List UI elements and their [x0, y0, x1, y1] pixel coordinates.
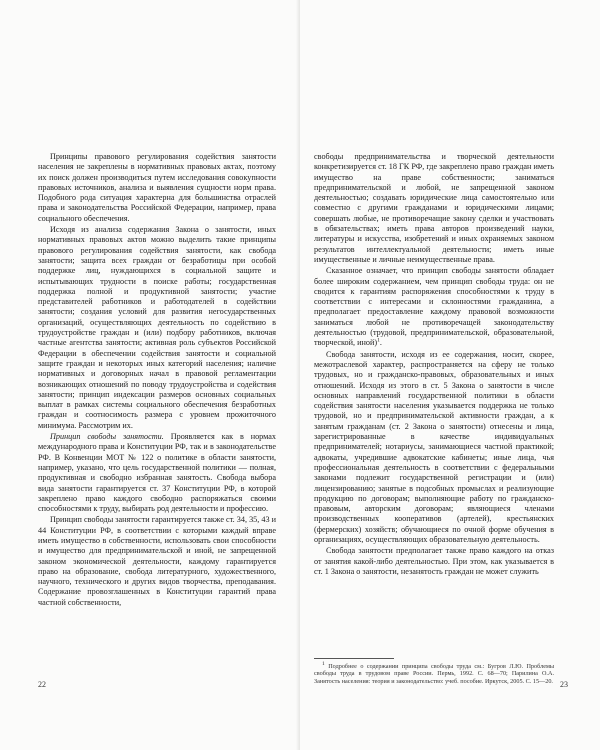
- paragraph: Принцип свободы занятости гарантируется также ст. 34, 35, 43 и 44 Конституции РФ, в соответствии с которыми каждый вправе иметь имущество в собственности, использовать свои способности и имущество для предпринимательской и иной, не запрещенной законом экономической деятельности, каждому гарантируется право на образование, свобода литературного, художественного, научного, технического и других видов творчества, преподавания. Содержание провозглашенных в Конституции гарантий права частной собственности,: [38, 515, 276, 607]
- paragraph: Принципы правового регулирования содействия занятости населения не закреплены в нормативных правовых актах, поэтому их поиск должен производиться путем исследования совокупности правовых источников, анализа и выявления сущности норм права. Подобного рода ситуация характерна для большинства отраслей права и законодательства Российской Федерации, например, права социального обеспечения.: [38, 152, 276, 223]
- paragraph-body: Проявляется как в нормах международного права и Конституции РФ, так и в законодательстве РФ. В Конвенции МОТ № 122 о политике в области занятости, например, указано, что цель государственной политики — полная, продуктивная и свободно избранная занятость. Свобода выбора вида занятости гарантируется ст. 37 Конституции РФ, в которой закреплено право каждого свободно распоряжаться своими способностями к труду, выбирать род деятельности и профессию.: [38, 432, 277, 514]
- page-number: 22: [38, 680, 46, 689]
- run-in-heading: Принцип свободы занятости.: [50, 432, 164, 442]
- footnote-marker: 1: [377, 337, 380, 344]
- paragraph: Сказанное означает, что принцип свободы занятости обладает более широким содержанием, чем принцип свободы труда: он не сводится к гарантиям распоряжения способностями к труду в соответствии с интересами и склонностями гражданина, а предполагает предоставление каждому правовой возможности заниматься любой не противоречащей законодательству деятельностью (трудовой, предпринимательской, образовательной, творческой, иной)$^1$.: [314, 266, 554, 348]
- left-page-text: [38, 152, 276, 609]
- paragraph: Свобода занятости предполагает также право каждого на отказ от занятия какой-либо деятельностью. При этом, как указывается в ст. 1 Закона о занятости, незанятость граждан не может служить: [314, 546, 554, 576]
- paragraph: свободы предпринимательства и творческой деятельности конкретизируется ст. 18 ГК РФ, где закреплено право граждан иметь имущество на праве собственности; заниматься предпринимательской и любой, не запрещенной законом деятельностью; создавать юридические лица самостоятельно или совместно с другими гражданами и юридическими лицами; совершать любые, не противоречащие закону сделки и участвовать в обязательствах; иметь права авторов произведений науки, литературы и искусства, изобретений и иных охраняемых законом результатов интеллектуальной деятельности; иметь иные имущественные и личные неимущественные права.: [314, 152, 554, 264]
- paragraph-body: Сказанное означает, что принцип свободы занятости обладает более широким содержанием, чем принцип свободы труда: он не сводится к гарантиям распоряжения способностями к труду в соответствии с интересами и склонностями гражданина, а предполагает предоставление каждому правовой возможности заниматься любой не противоречащей законодательству деятельностью (трудовой, предпринимательской, образовательной, творческой, иной): [314, 266, 554, 348]
- footnote-marker: 1: [322, 660, 325, 667]
- footnote: [314, 660, 555, 685]
- paragraph: Исходя из анализа содержания Закона о занятости, иных нормативных правовых актов можно выделить такие принципы правового регулирования содействия занятости, как свобода занятости; защита всех граждан от безработицы при особой поддержке лиц, нуждающихся в социальной защите и испытывающих трудности в поиске работы; государственная поддержка полной и продуктивной занятости; участие представителей работников и работодателей в содействии занятости; создания условий для развития негосударственных организаций, осуществляющих деятельность по содействию в трудоустройстве граждан и (или) подбору работников, включая частные агентства занятости; активная роль субъектов Российской Федерации в обеспечении содействия занятости и социальной защите граждан и некоторых иных категорий населения; наличие нормативных и договорных начал в правовой регламентации возникающих отношений по поводу трудоустройства и содействия занятости; принцип индексации размеров основных социальных выплат в рамках системы социального обеспечения безработных граждан и соотносимость размера с уровнем прожиточного минимума. Рассмотрим их.: [38, 225, 276, 430]
- right-page: [300, 0, 600, 750]
- paragraph: Свобода занятости, исходя из ее содержания, носит, скорее, межотраслевой характер, распространяется на сферу не только трудовых, но и гражданско-правовых, образовательных и иных отношений. Исходя из этого в ст. 5 Закона о занятости в числе основных направлений государственной политики в области содействия занятости населения указывается поддержка не только трудовой, но и предпринимательской активности граждан, а к занятым гражданам (ст. 2 Закона о занятости) отнесены и лица, зарегистрированные в качестве индивидуальных предпринимателей; нотариусы, занимающиеся частной практикой; адвокаты, учредившие адвокатские кабинеты; иные лица, чья профессиональная деятельность в соответствии с федеральными законами подлежит государственной регистрации и (или) лицензированию; занятые в подсобных промыслах и реализующие продукцию по договорам; выполняющие работу по гражданско-правовым, авторским договорам; являющиеся членами производственных кооперативов (артелей), крестьянских (фермерских) хозяйств; обучающиеся по очной форме обучения в организациях, осуществляющих образовательную деятельность.: [314, 349, 554, 544]
- right-page-text: [314, 152, 554, 578]
- page-number: 23: [560, 680, 568, 689]
- paragraph: [38, 432, 276, 514]
- footnote-text: Подробнее о содержании принципа свободы труда см.: Бугров Л.Ю. Проблемы свободы труда в трудовом праве России. Пермь, 1992. С. 68—70; Парилина О.А. Занятость населения: теория и законодательство: учеб. пособие. Иркутск, 2005. С. 15—20.: [314, 663, 555, 685]
- footnote-rule: [314, 658, 394, 659]
